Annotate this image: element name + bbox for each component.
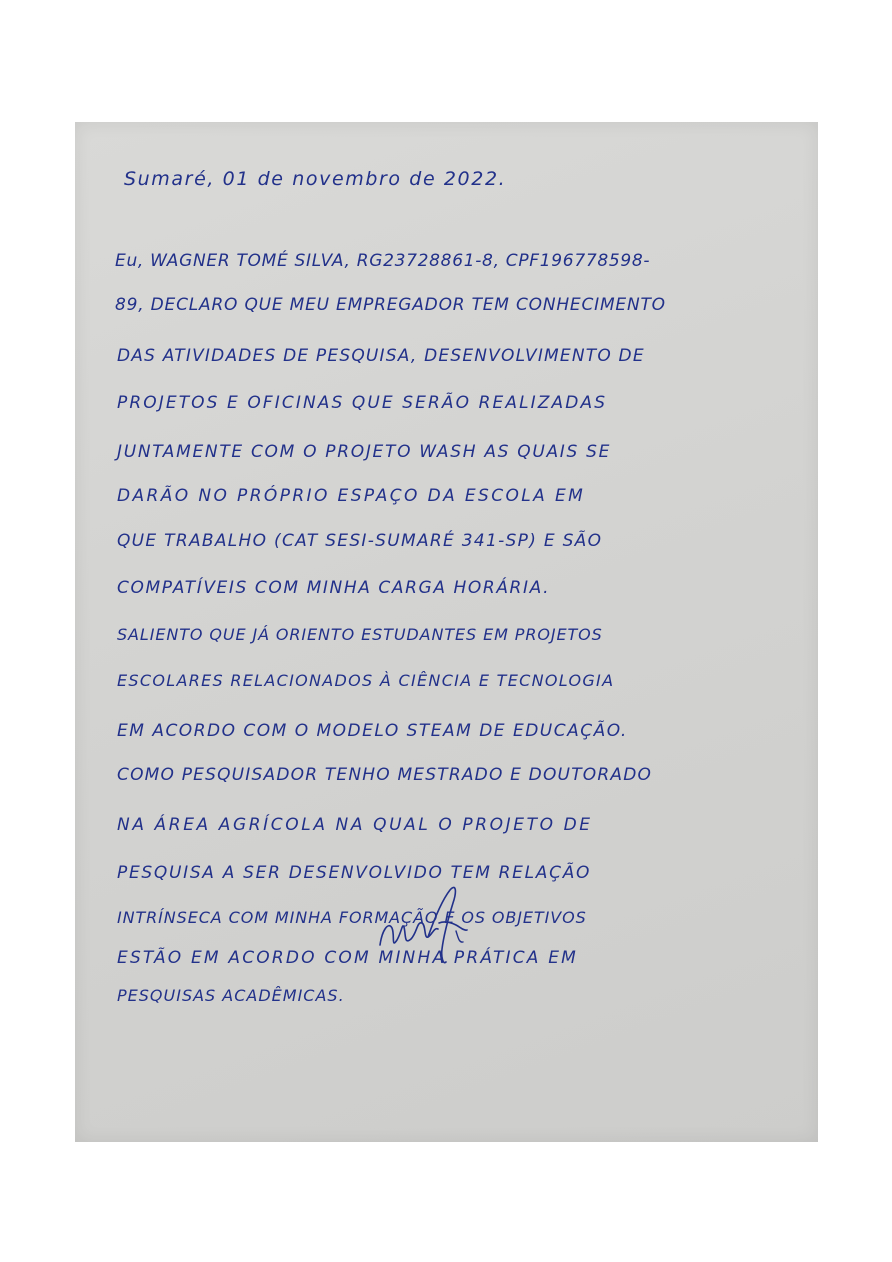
letter-line-13: NA ÁREA AGRÍCOLA NA QUAL O PROJETO DE <box>117 815 593 835</box>
letter-line-2: 89, DECLARO QUE MEU EMPREGADOR TEM CONHECIMENTO <box>115 295 666 315</box>
signature-scribble-icon <box>296 883 476 973</box>
letter-line-11: EM ACORDO COM O MODELO STEAM DE EDUCAÇÃO. <box>117 721 628 741</box>
letter-line-16: ESTÃO EM ACORDO COM MINHA PRÁTICA EM <box>117 948 579 968</box>
letter-line-10: ESCOLARES RELACIONADOS À CIÊNCIA E TECNOLOGIA <box>117 671 615 690</box>
letter-line-14: PESQUISA A SER DESENVOLVIDO TEM RELAÇÃO <box>117 863 592 883</box>
letter-line-6: DARÃO NO PRÓPRIO ESPAÇO DA ESCOLA EM <box>117 486 586 506</box>
letter-line-3: DAS ATIVIDADES DE PESQUISA, DESENVOLVIMENTO DE <box>117 346 645 366</box>
letter-line-9: SALIENTO QUE JÁ ORIENTO ESTUDANTES EM PROJETOS <box>117 625 603 644</box>
letter-line-4: PROJETOS E OFICINAS QUE SERÃO REALIZADAS <box>117 393 608 413</box>
letter-line-5: JUNTAMENTE COM O PROJETO WASH AS QUAIS SE <box>117 442 612 462</box>
signature <box>296 883 476 973</box>
letter-line-8: COMPATÍVEIS COM MINHA CARGA HORÁRIA. <box>117 578 551 598</box>
date-line: Sumaré, 01 de novembro de 2022. <box>124 168 507 190</box>
letter-line-7: QUE TRABALHO (CAT SESI-SUMARÉ 341-SP) E SÃO <box>117 531 603 551</box>
letter-line-15: INTRÍNSECA COM MINHA FORMAÇÃO E OS OBJETIVOS <box>117 908 587 927</box>
letter-line-17: PESQUISAS ACADÊMICAS. <box>117 986 345 1005</box>
letter-line-1: Eu, WAGNER TOMÉ SILVA, RG23728861-8, CPF196778598- <box>115 251 651 271</box>
letter-line-12: COMO PESQUISADOR TENHO MESTRADO E DOUTORADO <box>117 765 653 785</box>
